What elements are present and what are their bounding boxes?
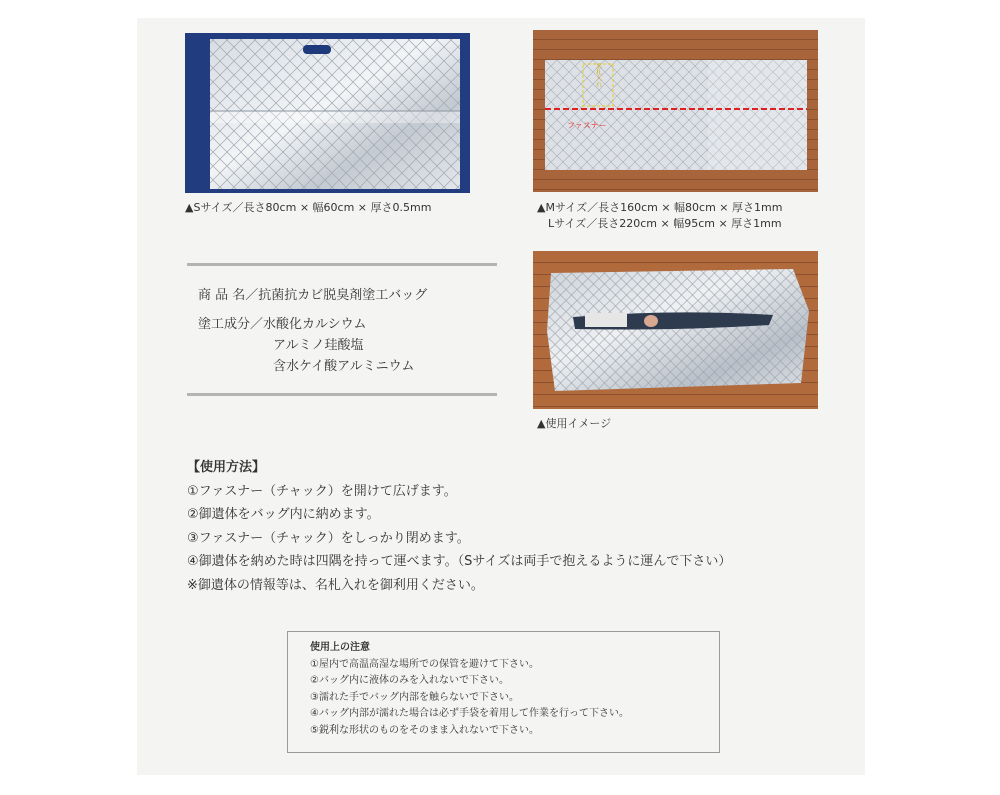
caption-l-size: Lサイズ／長さ220cm × 幅95cm × 厚さ1mm (548, 217, 782, 230)
photo-usage-image (533, 251, 818, 409)
coating-ingredient-3: 含水ケイ酸アルミニウム (273, 359, 415, 374)
name-tag-label: 名札入れ (594, 63, 602, 87)
precaution-item: ③濡れた手でバッグ内部を触らないで下さい。 (310, 691, 519, 703)
coating-ingredients: 塗工成分／水酸化カルシウム (198, 317, 367, 332)
photo-m-l-size-bag (533, 30, 818, 192)
product-name: 商 品 名／抗菌抗カビ脱臭剤塗工バッグ (198, 288, 428, 303)
usage-step: ④御遺体を納めた時は四隅を持って運べます。（Sサイズは両手で抱えるように運んで下さい） (187, 554, 732, 569)
usage-step: ②御遺体をバッグ内に納めます。 (187, 507, 380, 522)
caption-m-size: ▲Mサイズ／長さ160cm × 幅80cm × 厚さ1mm (537, 201, 783, 214)
usage-section (187, 456, 731, 597)
usage-heading: 【使用方法】 (187, 460, 266, 475)
precaution-item: ②バッグ内に液体のみを入れないで下さい。 (310, 675, 509, 686)
coating-ingredient-2: アルミノ珪酸塩 (273, 338, 364, 353)
precautions-box (287, 631, 720, 753)
usage-step: ①ファスナー（チャック）を開けて広げます。 (187, 483, 457, 499)
caption-s-size: ▲Sサイズ／長さ80cm × 幅60cm × 厚さ0.5mm (185, 201, 432, 214)
usage-note: ※御遺体の情報等は、名札入れを御利用ください。 (187, 577, 484, 593)
precautions-title: 使用上の注意 (310, 642, 370, 653)
divider-bottom (187, 393, 497, 396)
usage-step: ③ファスナー（チャック）をしっかり閉めます。 (187, 530, 470, 546)
precaution-item: ④バッグ内部が濡れた場合は必ず手袋を着用して作業を行って下さい。 (310, 708, 629, 719)
photo-s-size-bag (185, 33, 470, 193)
precaution-item: ①屋内で高温高湿な場所での保管を避けて下さい。 (310, 658, 539, 670)
precaution-item: ⑤鋭利な形状のものをそのまま入れないで下さい。 (310, 724, 539, 736)
divider-top (187, 263, 497, 266)
caption-usage-image: ▲使用イメージ (537, 417, 612, 430)
zipper-label: ファスナー (567, 121, 607, 130)
